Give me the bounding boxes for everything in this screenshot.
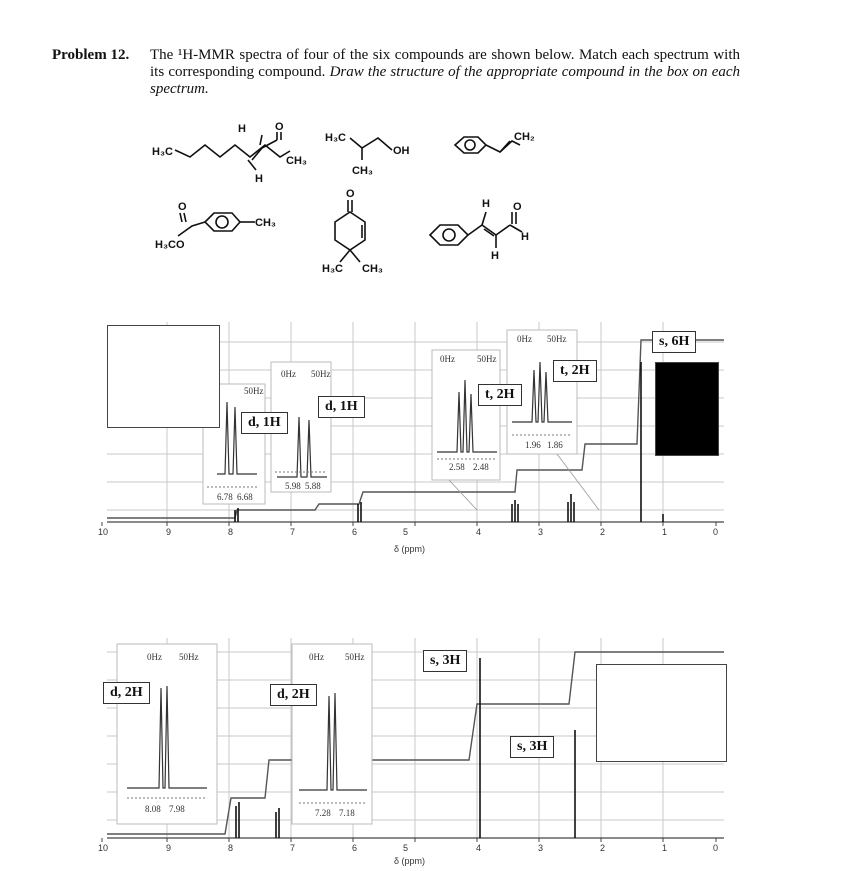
s2-peak-label-2: d, 2H: [270, 684, 317, 706]
c5-ch3: CH₃: [362, 263, 383, 275]
s2-axis-7: 7: [290, 843, 296, 853]
s1-axis-6: 6: [352, 527, 358, 537]
s1-axis-title: δ (ppm): [394, 544, 426, 554]
c5-h3c: H₃C: [322, 263, 343, 275]
s2-answer-box[interactable]: [596, 664, 727, 762]
s2-axis-8: 8: [228, 843, 234, 853]
s2-axis-6: 6: [352, 843, 358, 853]
s1-answer-box-filled: [655, 362, 719, 456]
compound-1: [152, 121, 307, 185]
compound-structures: [0, 0, 854, 300]
s2-inset-a-hz0: 0Hz: [147, 652, 162, 662]
s2-axis-0: 0: [713, 843, 719, 853]
s1-peak-label-1: d, 1H: [241, 412, 288, 434]
c4-oxygen: O: [178, 201, 187, 213]
s1-peak-label-5: s, 6H: [652, 331, 696, 353]
s1-axis-7: 7: [290, 527, 296, 537]
compound-3: [455, 131, 535, 153]
c1-h3c: H₃C: [152, 146, 173, 158]
s2-axis-1: 1: [662, 843, 668, 853]
c1-top-h: H: [238, 123, 246, 135]
s2-inset-a: [117, 644, 217, 824]
s2-peak-label-4: s, 3H: [510, 736, 554, 758]
c1-oxygen: O: [275, 121, 284, 133]
s1-axis-10: 10: [98, 527, 109, 537]
s1-inset-b-hz1: 50Hz: [311, 369, 331, 379]
c2-h3c: H₃C: [325, 132, 346, 144]
c1-bottom-h: H: [255, 173, 263, 185]
s2-axis-2: 2: [600, 843, 606, 853]
s1-axis-3: 3: [538, 527, 544, 537]
problem-instruction: Draw the structure of the appropriate compound in the box on each spectrum.: [150, 64, 741, 97]
s1-axis-1: 1: [662, 527, 668, 537]
s2-inset-a-ppm2: 7.98: [169, 804, 185, 814]
c6-oxygen: O: [513, 201, 522, 213]
c5-oxygen: O: [346, 188, 355, 200]
s2-axis-title: δ (ppm): [394, 856, 426, 866]
s2-axis-9: 9: [166, 843, 172, 853]
s1-axis-0: 0: [713, 527, 719, 537]
s2-inset-b-ppm1: 7.28: [315, 808, 331, 818]
s1-axis-4: 4: [476, 527, 482, 537]
problem-number: Problem 12.: [52, 47, 130, 63]
s2-axis-3: 3: [538, 843, 544, 853]
c6-h-bottom: H: [491, 250, 499, 262]
s1-inset-c: [432, 350, 500, 480]
s1-inset-d-hz1: 50Hz: [547, 334, 567, 344]
s1-axis-8: 8: [228, 527, 234, 537]
s1-inset-c-ppm2: 2.48: [473, 462, 489, 472]
s2-inset-b: [292, 644, 372, 824]
s2-axis-10: 10: [98, 843, 109, 853]
s1-inset-c-ppm1: 2.58: [449, 462, 465, 472]
c2-ch3: CH₃: [352, 165, 373, 177]
s2-axis-4: 4: [476, 843, 482, 853]
s1-peak-label-3: t, 2H: [478, 384, 522, 406]
s1-inset-c-hz0: 0Hz: [440, 354, 455, 364]
c3-ch2: CH₂: [514, 131, 535, 143]
s1-inset-c-hz1: 50Hz: [477, 354, 497, 364]
s1-inset-a-ppm2: 6.68: [237, 492, 253, 502]
spectrum-1: [98, 322, 724, 562]
compound-2: [325, 132, 410, 177]
s1-axis-9: 9: [166, 527, 172, 537]
s2-peak-label-3: s, 3H: [423, 650, 467, 672]
compound-6: [430, 198, 529, 262]
s2-peak-label-1: d, 2H: [103, 682, 150, 704]
spectrum-2: [98, 638, 724, 868]
s1-answer-box[interactable]: [107, 325, 220, 428]
s1-inset-b-hz0: 0Hz: [281, 369, 296, 379]
s1-peak-label-2: d, 1H: [318, 396, 365, 418]
s2-inset-b-hz1: 50Hz: [345, 652, 365, 662]
c4-h3co: H₃CO: [155, 239, 185, 251]
s1-inset-a-hz1: 50Hz: [244, 386, 264, 396]
s2-inset-b-hz0: 0Hz: [309, 652, 324, 662]
s1-inset-b-ppm1: 5.98: [285, 481, 301, 491]
s2-inset-a-hz1: 50Hz: [179, 652, 199, 662]
s1-inset-d-hz0: 0Hz: [517, 334, 532, 344]
c1-ch3: CH₃: [286, 155, 307, 167]
s2-inset-b-ppm2: 7.18: [339, 808, 355, 818]
problem-intro: The ¹H-MMR spectra of four of the six compounds are shown below. Match each spectrum with its corresponding compound.: [150, 47, 740, 80]
c6-h-top: H: [482, 198, 490, 210]
structures-svg: [0, 0, 854, 300]
s2-inset-a-ppm1: 8.08: [145, 804, 161, 814]
s1-peak-label-4: t, 2H: [553, 360, 597, 382]
c2-oh: OH: [393, 145, 410, 157]
s1-inset-d-ppm1: 1.96: [525, 440, 541, 450]
s1-inset-a-ppm1: 6.78: [217, 492, 233, 502]
s1-inset-d-ppm2: 1.86: [547, 440, 563, 450]
s1-axis-5: 5: [403, 527, 409, 537]
compound-4: [155, 201, 276, 251]
s1-axis-2: 2: [600, 527, 606, 537]
c6-h-right: H: [521, 231, 529, 243]
c4-ch3: CH₃: [255, 217, 276, 229]
s2-axis-5: 5: [403, 843, 409, 853]
s1-inset-b-ppm2: 5.88: [305, 481, 321, 491]
compound-5: [322, 188, 383, 275]
